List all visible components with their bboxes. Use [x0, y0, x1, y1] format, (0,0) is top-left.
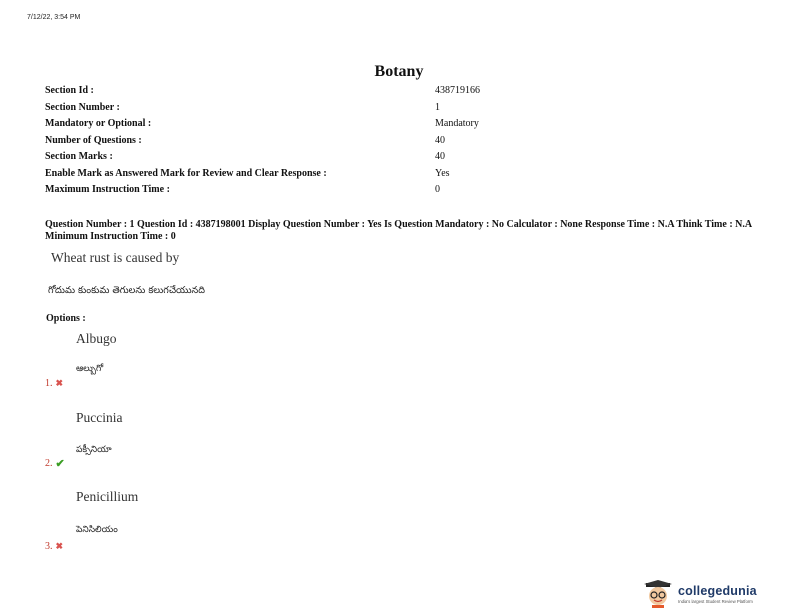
info-row-number-of-questions: [45, 135, 605, 152]
option-3-text-telugu: పెనిసిలియం: [76, 525, 118, 535]
options-label: Options :: [46, 313, 86, 324]
info-row-enable-mark: [45, 168, 605, 185]
info-value: Mandatory: [435, 118, 479, 129]
question-text-telugu: గోదుమ కుంకుమ తెగులను కలుగచేయునది: [48, 285, 205, 296]
brand-name: collegedunia: [678, 584, 757, 598]
section-info-table: [45, 85, 605, 201]
option-3-marker: [45, 541, 63, 552]
option-number: 2.: [45, 458, 53, 469]
collegedunia-logo: [642, 580, 757, 608]
print-timestamp: 7/12/22, 3:54 PM: [27, 14, 81, 21]
info-label: Number of Questions :: [45, 134, 142, 146]
section-title: Botany: [374, 63, 424, 80]
option-2-text-english: Puccinia: [76, 410, 123, 425]
option-1-marker: [45, 378, 63, 389]
info-value: 40: [435, 134, 445, 146]
info-value: 0: [435, 184, 440, 195]
info-label: Mandatory or Optional :: [45, 118, 152, 129]
info-row-section-marks: [45, 151, 605, 168]
info-row-section-id: [45, 85, 605, 102]
info-value: Yes: [435, 167, 450, 179]
info-label: Maximum Instruction Time :: [45, 184, 170, 195]
info-value: 438719166: [435, 85, 480, 96]
option-3-text-english: Penicillium: [76, 489, 139, 504]
info-value: 40: [435, 151, 445, 162]
question-meta: Question Number : 1 Question Id : 4387198001 Display Question Number : Yes Is Question Mandatory : No Calculator : None Response Time : N.A Think Time : N.A Minimum Instruction Time : 0: [45, 219, 752, 242]
info-row-max-instruction-time: [45, 184, 605, 201]
cross-icon: ✖: [55, 541, 64, 551]
info-value: 1: [435, 101, 440, 113]
check-icon: ✔: [55, 458, 65, 470]
info-label: Section Marks :: [45, 151, 113, 162]
info-label: Section Number :: [45, 101, 120, 113]
cross-icon: ✖: [55, 378, 64, 388]
option-2-text-telugu: పక్సీనియా: [76, 445, 112, 455]
option-1-text-telugu: ఆల్బుగో: [76, 364, 104, 374]
option-number: 3.: [45, 541, 53, 552]
option-1-text-english: Albugo: [76, 331, 117, 346]
mascot-icon: [642, 580, 674, 608]
info-label: Enable Mark as Answered Mark for Review and Clear Response :: [45, 167, 327, 179]
option-2-marker: [45, 457, 65, 470]
info-row-mandatory: [45, 118, 605, 135]
question-text-english: Wheat rust is caused by: [51, 250, 180, 265]
option-number: 1.: [45, 378, 53, 389]
brand-tagline: India's largest Student Review Platform: [678, 599, 753, 604]
info-row-section-number: [45, 102, 605, 119]
info-label: Section Id :: [45, 85, 94, 96]
